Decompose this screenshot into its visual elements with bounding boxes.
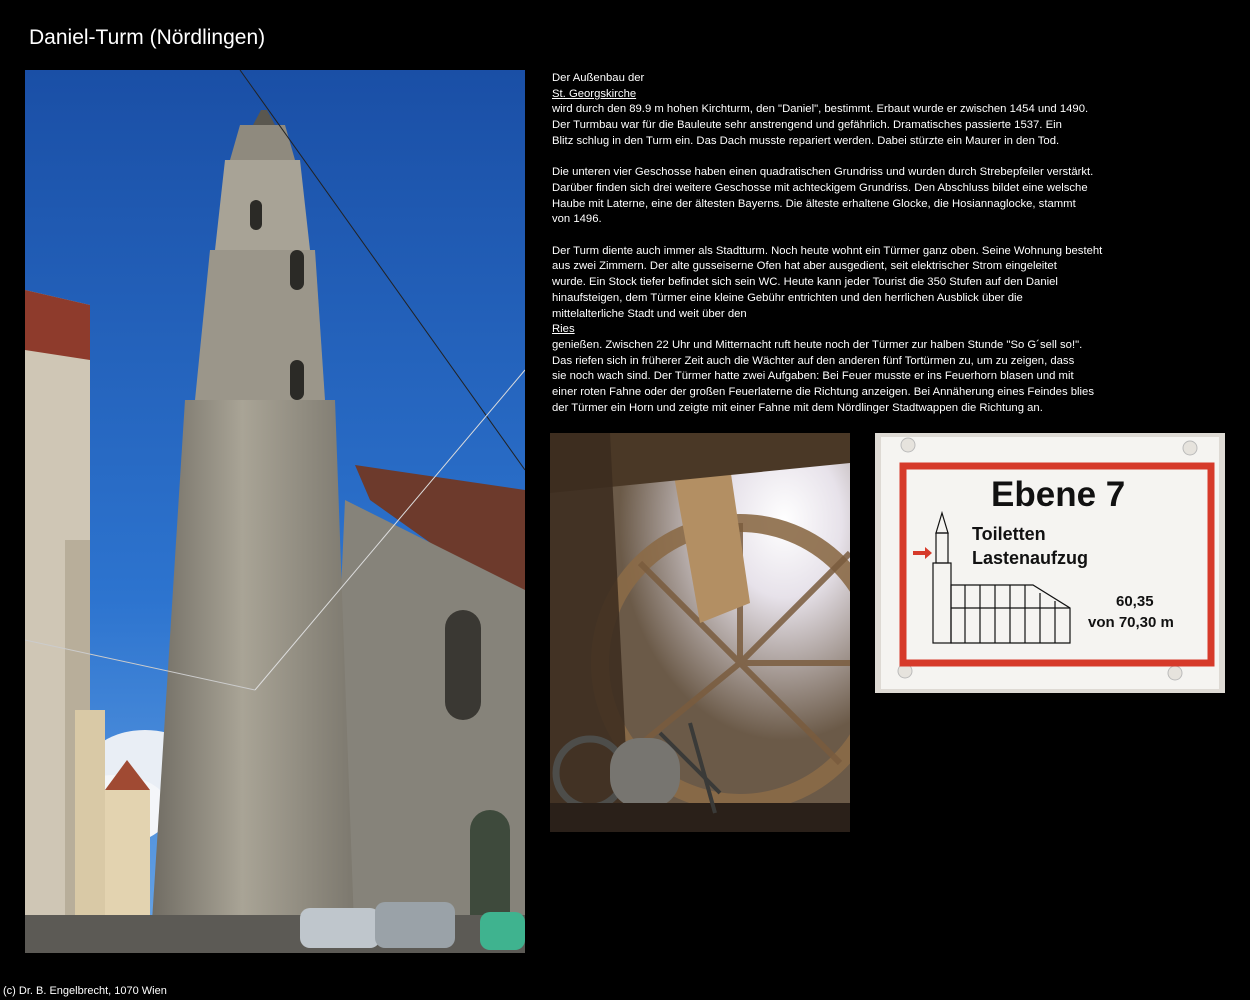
level-sign-photo[interactable]: [875, 433, 1225, 693]
link-st-georgskirche[interactable]: St. Georgskirche: [552, 87, 637, 100]
sign-heading: Ebene 7: [991, 475, 1126, 514]
sign-freight-lift-label: Lastenaufzug: [972, 548, 1089, 568]
tower-interior-photo[interactable]: [550, 433, 850, 832]
description-paragraph-3: Der Turm diente auch immer als Stadtturm. Noch heute wohnt ein Türmer ganz oben. Seine Wohnung besteht aus zwei Zimmern. Der alte gusseiserne Ofen hat aber ausgedient, seit elektrischer Strom eingeleitet wurde. Ein Stock tiefer befindet sich sein WC. Heute kann jeder Tourist die 350 Stufen auf den Daniel hinaufsteigen, dem Türmer eine kleine Gebühr entrichten und den herrlichen Ausblick über die mittelalterliche Stadt und weit über den Ries genießen. Zwischen 22 Uhr und Mitternacht ruft heute noch der Türmer zur halben Stunde "So G´sell so!". Das riefen sich in früherer Zeit auch die Wächter auf den anderen fünf Tortürmen zu, um zu zeigen, dass sie noch wach sind. Der Türmer hatte zwei Aufgaben: Bei Feuer musste er ins Feuerhorn blasen und mit einer roten Fahne oder der großen Feuerlaterne die Richtung anzeigen. Bei Annäherung eines Feindes blies der Türmer ein Horn und zeigte mit einer Fahne mit dem Nördlinger Stadtwappen die Richtung an.: [552, 244, 1152, 417]
link-ries[interactable]: Ries: [552, 323, 575, 336]
sign-total-height: von 70,30 m: [1088, 614, 1174, 631]
sign-level-height: 60,35: [1116, 593, 1154, 610]
description-paragraph-2: Die unteren vier Geschosse haben einen quadratischen Grundriss und wurden durch Strebepfeiler verstärkt. Darüber finden sich drei weitere Geschosse mit achteckigem Grundriss. Den Abschluss bildet eine welsche Haube mit Laterne, eine der ältesten Bayerns. Die älteste erhaltene Glocke, die Hosiannaglocke, stammt von 1496.: [552, 166, 1094, 226]
daniel-tower-photo[interactable]: [25, 70, 525, 953]
sign-toilets-label: Toiletten: [972, 524, 1046, 544]
copyright-footer: (c) Dr. B. Engelbrecht, 1070 Wien: [3, 985, 167, 997]
description-text: [552, 71, 1152, 432]
page-title: Daniel-Turm (Nördlingen): [29, 26, 266, 49]
description-paragraph-1: Der Außenbau der St. Georgskirche wird durch den 89.9 m hohen Kirchturm, den "Daniel", bestimmt. Erbaut wurde er zwischen 1454 und 1490. Der Turmbau war für die Bauleute sehr anstrengend und gefährlich. Dramatisches passierte 1537. Ein Blitz schlug in den Turm ein. Das Dach musste repariert werden. Dabei stürzte ein Maurer in den Tod.: [552, 71, 1152, 150]
